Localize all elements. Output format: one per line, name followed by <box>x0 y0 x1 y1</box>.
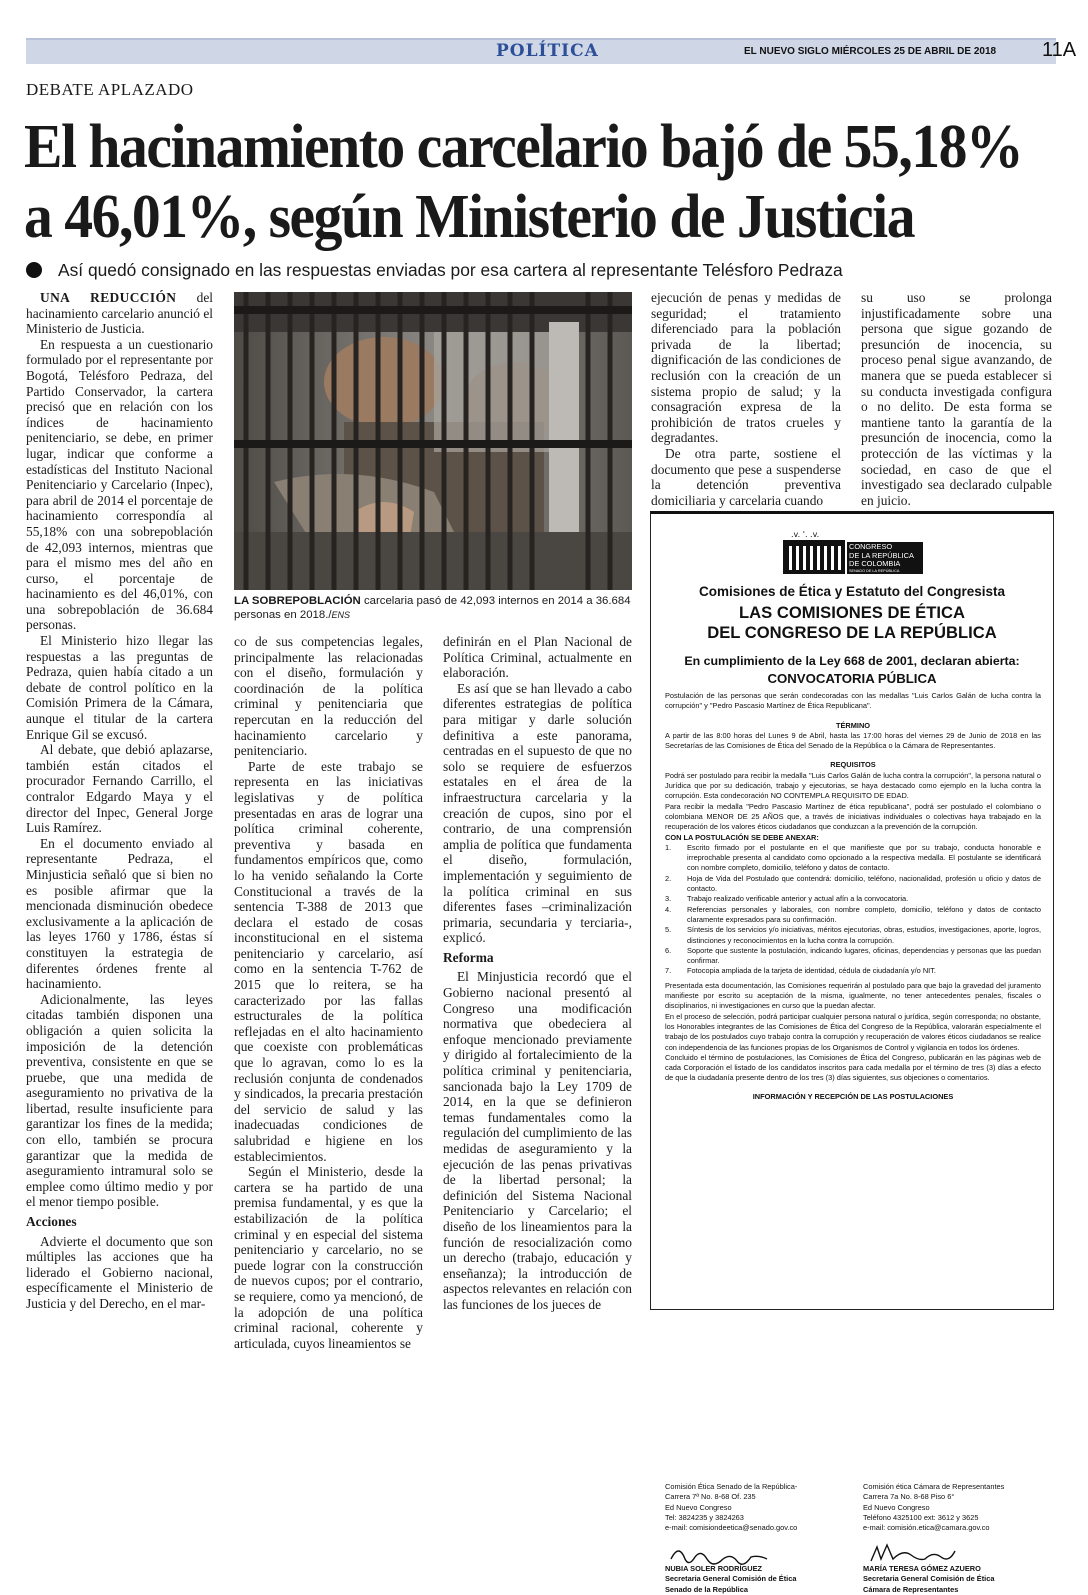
paragraph: El Ministerio hizo llegar las respuestas a las preguntas de Pedraza, quien había citado a un debate de control político en la Comisión Primera de la Cámara, aunque el titular de la cartera Enrique Gil se excusó. <box>26 633 213 742</box>
paragraph <box>26 290 213 337</box>
headline-line-2: a 46,01%, según Ministerio de Justicia <box>24 183 915 251</box>
caption-credit: ENS <box>331 610 351 620</box>
article-column-3 <box>443 634 632 1310</box>
anexar-heading: CON LA POSTULACIÓN SE DEBE ANEXAR: <box>665 832 819 842</box>
paragraph: su uso se prolonga injustificadamente sobre una persona que sigue gozando de presunción de inocencia, su proceso penal sigue avanzando, de manera que se pueda establecer si su conducta investigada configura o no delito. De esta forma se mantiene tanto la garantía de la presunción de inocencia, como la protección de las víctimas y la sociedad, en caso de que el investigado sea declarado culpable en juicio. <box>861 290 1052 508</box>
paragraph: En respuesta a un cuestionario formulado por el representante por Bogotá, Telésforo Pedraza, del Partido Conservador, la cartera precisó que en relación con los índices de hacinamiento penitenciario, se debe, en primer lugar, indicar que conforme a estadísticas del Instituto Nacional Penitenciario y Carcelario (Inpec), para abril de 2014 el porcentaje de hacinamiento correspondía al 55,18% con una sobrepoblación de 42,093 internos, mientras que para el mismo mes del año en curso, el porcentaje de hacinamiento es del 46,01%, con una sobrepoblación de 36.684 personas. <box>26 336 213 633</box>
ad-title-2 <box>651 603 1053 643</box>
headline-line-1: El hacinamiento carcelario bajó de 55,18% <box>24 113 1023 181</box>
ad-title-2b: DEL CONGRESO DE LA REPÚBLICA <box>707 623 997 642</box>
termino-heading: TÉRMINO <box>835 720 871 730</box>
contact-line: Carrera 7a No. 8-68 Piso 6° <box>863 1492 955 1502</box>
anexar-list <box>665 843 1041 977</box>
list-text: Hoja de Vida del Postulado que contendrá: domicilio, teléfono, nacionalidad, profesión u oficio y datos de contacto. <box>687 873 1041 894</box>
ad-paragraph-2: En el proceso de selección, podrá participar cualquier persona natural o jurídica, según corresponda; no obstante, los Honorables integrantes de las Comisiones de Ética del Congreso de la República, valorarán especialmente el trabajo de los postulados cuyo trabajo contra la corrupción y recuperación de valores éticos ciudadanos se realice con independencia de las funciones propias de los Organismos de Control y vigilancia en todos los órdenes. <box>665 1011 1041 1052</box>
list-number: 4. <box>665 904 672 914</box>
svg-text:.v. '. .v.: .v. '. .v. <box>791 530 820 539</box>
list-text: Fotocopia ampliada de la tarjeta de identidad, cédula de ciudadanía y/o NIT. <box>687 966 936 976</box>
deck <box>26 260 1066 281</box>
termino-text: A partir de las 8:00 horas del Lunes 9 de Abril, hasta las 17:00 horas del viernes 29 de Junio de 2018 en las Secretarías de las Comisiones de Ética del Senado de la República o la Cámara de Representantes. <box>665 730 1041 751</box>
list-number: 6. <box>665 945 672 955</box>
section-header-bar <box>26 38 1077 64</box>
requisito-1: Podrá ser postulado para recibir la medalla "Luis Carlos Galán de lucha contra la corrupción", la persona natural o Jurídica que por su dedicación, trabajo y ejecutorias, se haya destacado como ejemplo en la lucha contra la corrupción. Esta condecoración NO CONTEMPLA REQUISITO DE EDAD. <box>665 770 1041 801</box>
paragraph: Adicionalmente, las leyes citadas también disponen una obligación a quien solicita la imposición de la detención preventiva, consistente en que se pruebe, que una medida de aseguramiento no privativa de la libertad, resulte insuficiente para garantizar los fines de la medida; con ello, también se procura garantizar que la medida de aseguramiento intramural solo se emplee como último medio y por el menor tiempo posible. <box>26 991 213 1210</box>
ad-title-2a: LAS COMISIONES DE ÉTICA <box>739 603 965 622</box>
page-number: 11A <box>1042 39 1077 61</box>
ad-title-1: Comisiones de Ética y Estatuto del Congresista <box>698 584 1006 599</box>
section-label: POLÍTICA <box>496 41 599 61</box>
photo-caption <box>234 594 632 622</box>
article-column-4 <box>651 290 841 508</box>
contact-line: Comisión Ética Senado de la República- <box>665 1482 798 1491</box>
congress-logo <box>777 528 927 578</box>
lead-caps: UNA REDUCCIÓN <box>40 290 177 305</box>
contact-line: Ed Nuevo Congreso <box>665 1502 732 1512</box>
article-column-2 <box>234 634 423 1351</box>
paragraph: En el documento enviado al representante Pedraza, el Minjusticia señaló que si bien no es posible afirmar que la mencionada disminución obedece exclusivamente a la aplicación de las leyes 1760 y 1786, éstas sí constituyen la estrategia de diferentes órdenes frente al hacinamiento. <box>26 835 213 992</box>
list-number: 3. <box>665 894 672 904</box>
ethics-commission-notice <box>650 511 1054 1594</box>
list-item <box>665 925 1041 946</box>
list-item <box>665 966 1041 976</box>
list-number: 1. <box>665 842 672 852</box>
list-item <box>665 905 1041 926</box>
list-item <box>665 843 1041 874</box>
contact-email: e-mail: comisiondeetica@senado.gov.co <box>665 1523 798 1533</box>
contact-email: e-mail: comisión.etica@camara.gov.co <box>863 1523 990 1533</box>
paragraph: Parte de este trabajo se representa en las iniciativas legislativas y de política presentadas en aras de lograr una política criminal coherente, preventiva y basada en fundamentos empíricos que, como lo ha venido señalando la Corte Constitucional a través de la sentencia T-388 de 2013 que declara el estado de cosas inconstitucional en el sistema penitenciario y carcelario, así como en la sentencia T-762 de 2015 que lo reitera, se ha caracterizado por las fallas estructurales de la política reflejadas en el alto hacinamiento que coexiste con problemáticas que lo agravan, como lo es la reclusión conjunta de condenados y sindicados, la precaria prestación del servicio de salud y las inadecuadas condiciones de salubridad e higiene en los establecimientos. <box>234 758 423 1164</box>
article-column-1 <box>26 290 213 1310</box>
article-column-5 <box>861 290 1052 508</box>
headline <box>24 112 1023 252</box>
signer-name: MARÍA TERESA GÓMEZ AZUERO <box>863 1564 981 1573</box>
list-item <box>665 946 1041 967</box>
deck-text: Así quedó consignado en las respuestas enviadas por esa cartera al representante Telésforo Pedraza <box>58 260 843 280</box>
house-contact <box>863 1482 1048 1533</box>
contact-line: Comisión ética Cámara de Representantes <box>863 1482 1005 1491</box>
photo-illustration <box>234 292 632 590</box>
ad-title-3: En cumplimiento de la Ley 668 de 2001, declaran abierta: <box>684 654 1020 668</box>
bullet-icon <box>26 262 42 278</box>
contact-line: Tel: 3824235 y 3824263 <box>665 1512 744 1522</box>
subhead-reforma: Reforma <box>443 949 494 965</box>
contact-line: Carrera 7ª No. 8-68 Of. 235 <box>665 1492 756 1502</box>
paragraph: De otra parte, sostiene el documento que pese a suspenderse la detención preventiva domiciliaria y carcelaria cuando <box>651 445 841 508</box>
subhead-acciones: Acciones <box>26 1214 77 1230</box>
ad-intro: Postulación de las personas que serán condecoradas con las medallas "Luis Carlos Galán de lucha contra la corrupción" y "Pedro Pascasio Martínez de Ética Republicana". <box>665 691 1041 711</box>
senate-contact <box>665 1482 855 1533</box>
info-heading: INFORMACIÓN Y RECEPCIÓN DE LAS POSTULACIONES <box>752 1091 954 1101</box>
signer-name: NUBIA SOLER RODRÍGUEZ <box>665 1564 763 1573</box>
ad-body <box>665 691 1041 1102</box>
logo-line-3: DE COLOMBIA <box>849 559 901 568</box>
signature-block-left <box>665 1564 855 1595</box>
paragraph: definirán en el Plan Nacional de Política Criminal, actualmente en elaboración. <box>443 634 632 681</box>
ad-paragraph-3: Concluido el término de postulaciones, las Comisiones de Ética del Congreso, publicarán en las páginas web de cada Corporación el listado de los candidatos inscritos para cada medalla por el término de tres (3) días a efecto de que la ciudadanía presente dentro de los tres (3) días siguientes, sus objeciones o comentarios. <box>665 1052 1041 1083</box>
paragraph: co de sus competencias legales, principalmente las relacionadas con el diseño, formulación y coordinación de la política criminal y penitenciaria que repercutan en la reducción del hacinamiento carcelario y penitenciario. <box>234 634 423 759</box>
list-item <box>665 874 1041 895</box>
list-text: Trabajo realizado verificable anterior y actual afín a la convocatoria. <box>687 894 909 904</box>
paragraph: Según el Ministerio, desde la cartera se ha partido de una premisa fundamental, y es que la estabilización de la política criminal y en especial del sistema penitenciario y carcelario, no se puede lograr con la construcción de nuevos cupos; por el contrario, se requiere, como ya mencionó, de la adopción de una política criminal racional, coherente y articulada, cuyos lineamientos se <box>234 1164 423 1351</box>
paragraph-text: del hacinamiento carcelario anunció el Ministerio de Justicia. <box>26 290 213 337</box>
requisitos-heading: REQUISITOS <box>830 760 876 770</box>
logo-line-2: DE LA REPÚBLICA <box>849 550 914 560</box>
paragraph: Es así que se han llevado a cabo diferentes estrategias de política para mitigar y darle solución definitiva a este panorama, centradas en el supuesto de que no solo se requiere de esfuerzos estatales en el área de la infraestructura carcelaria y la creación de cupos, sino por el contrario, de una comprensión amplia de política que fundamenta el diseño, formulación, implementación y seguimiento de la política criminal en sus diferentes fases –criminalización primaria, secundaria y terciaria-, explicó. <box>443 680 632 946</box>
list-text: Escrito firmado por el postulante en el que manifieste que por su trabajo, conducta honorable e irreprochable presenta al candidato como opcionado a la respectiva medalla. El postulante se identificará con nombre completo, domicilio, teléfono y datos de contacto. <box>687 842 1041 873</box>
paragraph: Al debate, que debió aplazarse, también están citados el procurador Fernando Carrillo, el contralor Edgardo Maya y el director del Inpec, General Jorge Luis Ramírez. <box>26 742 213 836</box>
signer-org: Senado de la República <box>665 1584 748 1594</box>
paragraph: ejecución de penas y medidas de seguridad; el tratamiento diferenciado para la población privada de la libertad; dignificación de las condiciones de reclusión con la creación de un sistema propio de salud; y la consagración expresa de la prohibición de tratos crueles y degradantes. <box>651 290 841 446</box>
signer-org: Cámara de Representantes <box>863 1584 959 1594</box>
list-text: Referencias personales y laborales, con nombre completo, domicilio, teléfono y datos de contacto claramente expresados para su confirmación. <box>687 904 1041 924</box>
requisito-2: Para recibir la medalla "Pedro Pascasio Martínez de ética republicana", podrá ser postulado el colombiano o colombiana MENOR DE 25 AÑOS que, a través de iniciativas individuales o colectivas haya trabajado en la recuperación de los valores éticos ciudadanos que conduzcan a la prevención de la corrupción. <box>665 801 1041 832</box>
list-number: 7. <box>665 966 672 976</box>
masthead-date: EL NUEVO SIGLO MIÉRCOLES 25 DE ABRIL DE 2018 <box>744 46 997 57</box>
list-number: 2. <box>665 873 672 883</box>
paragraph: El Minjusticia recordó que el Gobierno nacional presentó al Congreso una modificación normativa que obedeciera al enfoque mencionado previamente y dirigido al fortalecimiento de la política criminal y penitenciaria, sancionada bajo la Ley 1709 de 2014, en la que se definieron temas fundamentales como la regulación del cumplimiento de las medidas de aseguramiento y la ejecución de las penas privativas de la libertad personal; la definición del Sistema Nacional Penitenciario y Carcelario; el diseño de los lineamientos para la función de resocialización como un derecho (trabajo, educación y enseñanza); la introducción de aspectos relevantes en relación con las funciones de los jueces de <box>443 969 632 1312</box>
logo-line-4: SENADO DE LA REPÚBLICA <box>849 568 900 573</box>
contact-line: Ed Nuevo Congreso <box>863 1502 930 1512</box>
ad-paragraph-1: Presentada esta documentación, las Comisiones requerirán al postulado para que bajo la gravedad del juramento manifieste por escrito su aceptación de la misma, igualmente, no tener antecedentes penales, fiscales o disciplinarios, ni investigaciones en curso que la puedan afectar. <box>665 980 1041 1011</box>
list-text: Síntesis de los servicios y/o iniciativas, méritos ejecutorias, obras, estudios, investigaciones, aporte, logros, distinciones y reconocimientos en la lucha contra la corrupción. <box>687 925 1041 945</box>
list-number: 5. <box>665 925 672 935</box>
ad-title-4: CONVOCATORIA PÚBLICA <box>767 671 937 686</box>
signer-title: Secretaria General Comisión de Ética <box>665 1574 797 1584</box>
logo-line-1: CONGRESO <box>849 542 893 551</box>
caption-lead: LA SOBREPOBLACIÓN <box>234 595 361 607</box>
contact-line: Teléfono 4325100 ext: 3612 y 3625 <box>863 1512 979 1522</box>
signer-title: Secretaria General Comisión de Ética <box>863 1574 995 1584</box>
signature-block-right <box>863 1564 1048 1595</box>
list-item <box>665 894 1041 904</box>
list-text: Soporte que sustente la postulación, indicando lugares, oficinas, dependencias y personas que las puedan confirmar. <box>687 945 1041 966</box>
prison-bars-photo <box>234 292 632 590</box>
kicker: DEBATE APLAZADO <box>26 80 194 99</box>
paragraph: Advierte el documento que son múltiples las acciones que ha liderado el Gobierno nacional, específicamente el Ministerio de Justicia y del Derecho, en el mar- <box>26 1233 213 1311</box>
caption-text: carcelaria pasó de 42,093 internos en 2014 a 36.684 personas en 2018./ <box>234 595 631 621</box>
